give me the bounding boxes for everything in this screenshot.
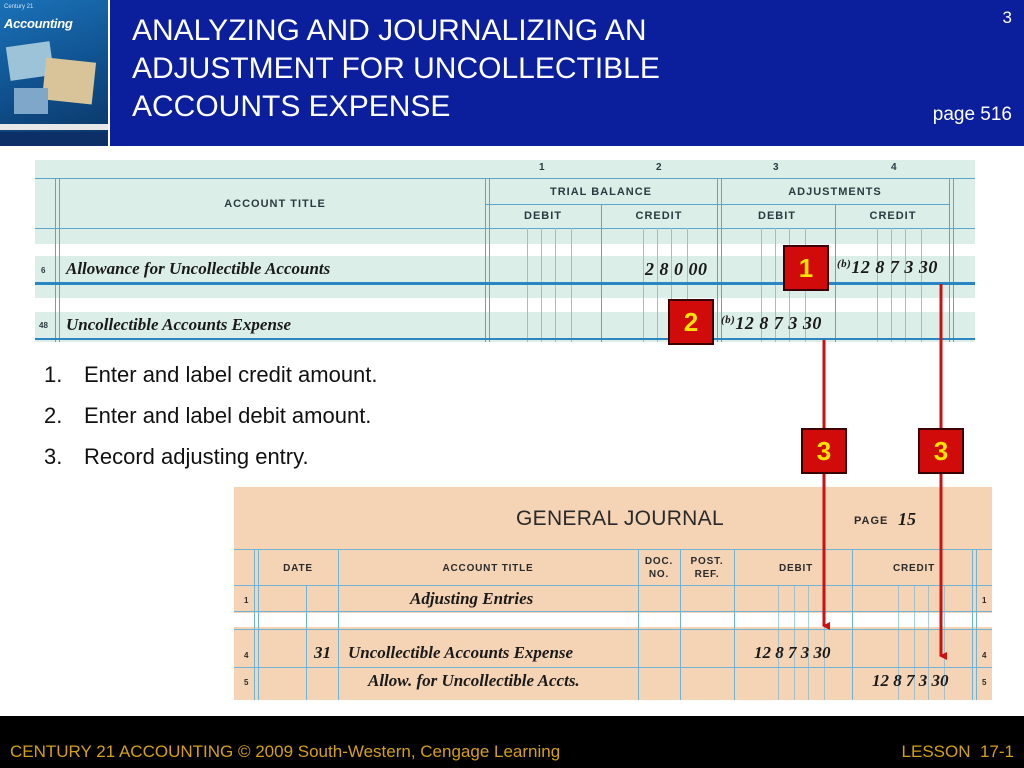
adj-credit-amount: $^{(b)}$12 8 7 3 30 bbox=[837, 257, 938, 277]
slide-header bbox=[0, 0, 1024, 146]
journal-debit-amount: 12 8 7 3 30 bbox=[754, 643, 831, 662]
journal-entry-day: 31 bbox=[314, 643, 331, 662]
journal-title: GENERAL JOURNAL bbox=[516, 507, 724, 530]
tb-debit-header: DEBIT bbox=[524, 210, 562, 222]
step-item: 1. Enter and label credit amount. bbox=[44, 362, 378, 387]
cover-brand-text: Accounting bbox=[4, 16, 73, 31]
journal-credit-account: Allow. for Uncollectible Accts. bbox=[368, 671, 580, 690]
adj-credit-header: CREDIT bbox=[869, 210, 917, 222]
journal-row-number: 5 bbox=[244, 678, 249, 687]
journal-credit-header: CREDIT bbox=[892, 563, 936, 574]
column-number-1: 1 bbox=[539, 162, 545, 173]
adj-debit-amount: $^{(b)}$12 8 7 3 30 bbox=[721, 313, 822, 333]
slide-footer bbox=[0, 716, 1024, 768]
worksheet-account-allowance: Allowance for Uncollectible Accounts bbox=[66, 259, 331, 278]
account-title-header: ACCOUNT TITLE bbox=[224, 198, 326, 210]
callout-step-3-debit: 3 bbox=[801, 428, 847, 474]
trial-balance-header: TRIAL BALANCE bbox=[549, 186, 652, 198]
step-item: 2. Enter and label debit amount. bbox=[44, 403, 372, 428]
journal-doc-no-header: DOC. NO. bbox=[644, 556, 674, 580]
worksheet-account-uncollectible-expense: Uncollectible Accounts Expense bbox=[66, 315, 292, 334]
worksheet-row-number: 6 bbox=[41, 266, 46, 275]
adj-credit-label: (b) bbox=[837, 258, 852, 270]
adj-debit-header: DEBIT bbox=[758, 210, 796, 222]
general-journal-excerpt bbox=[234, 487, 992, 700]
journal-adjusting-entries-heading: Adjusting Entries bbox=[410, 589, 534, 608]
callout-step-2: 2 bbox=[668, 299, 714, 345]
column-number-2: 2 bbox=[656, 162, 662, 173]
slide-number: 3 bbox=[1002, 8, 1012, 27]
journal-page-label: PAGE bbox=[854, 515, 889, 527]
callout-step-3-credit: 3 bbox=[918, 428, 964, 474]
journal-row-number: 5 bbox=[982, 678, 987, 687]
tb-credit-amount: 2 8 0 00 bbox=[645, 259, 708, 279]
journal-post-ref-header: POST. REF. bbox=[690, 556, 724, 580]
journal-debit-account: Uncollectible Accounts Expense bbox=[348, 643, 574, 662]
callout-step-1: 1 bbox=[783, 245, 829, 291]
tb-credit-header: CREDIT bbox=[635, 210, 683, 222]
journal-page-number: 15 bbox=[898, 509, 916, 529]
journal-row-number: 1 bbox=[244, 596, 249, 605]
journal-row-number: 4 bbox=[244, 651, 249, 660]
textbook-cover-image bbox=[0, 0, 110, 146]
column-number-4: 4 bbox=[891, 162, 897, 173]
worksheet-row-number: 48 bbox=[39, 321, 48, 330]
journal-date-header: DATE bbox=[283, 563, 313, 574]
adj-debit-label: (b) bbox=[721, 314, 736, 326]
footer-lesson: LESSON 17-1 bbox=[901, 742, 1014, 761]
footer-copyright: CENTURY 21 ACCOUNTING © 2009 South-Western, Cengage Learning bbox=[10, 742, 561, 761]
column-number-3: 3 bbox=[773, 162, 779, 173]
journal-row-number: 4 bbox=[982, 651, 987, 660]
cover-top-text: Century 21 bbox=[4, 4, 34, 10]
step-item: 3. Record adjusting entry. bbox=[44, 444, 309, 469]
page-reference: page 516 bbox=[932, 104, 1012, 125]
worksheet-excerpt bbox=[35, 160, 975, 342]
journal-debit-header: DEBIT bbox=[779, 563, 813, 574]
journal-credit-amount: 12 8 7 3 30 bbox=[872, 671, 949, 690]
adjustments-header: ADJUSTMENTS bbox=[788, 186, 882, 198]
slide-title: ANALYZING AND JOURNALIZING AN ADJUSTMENT FOR UNCOLLECTIBLE ACCOUNTS EXPENSE bbox=[132, 14, 660, 123]
journal-account-title-header: ACCOUNT TITLE bbox=[442, 563, 534, 574]
journal-row-number: 1 bbox=[982, 596, 987, 605]
